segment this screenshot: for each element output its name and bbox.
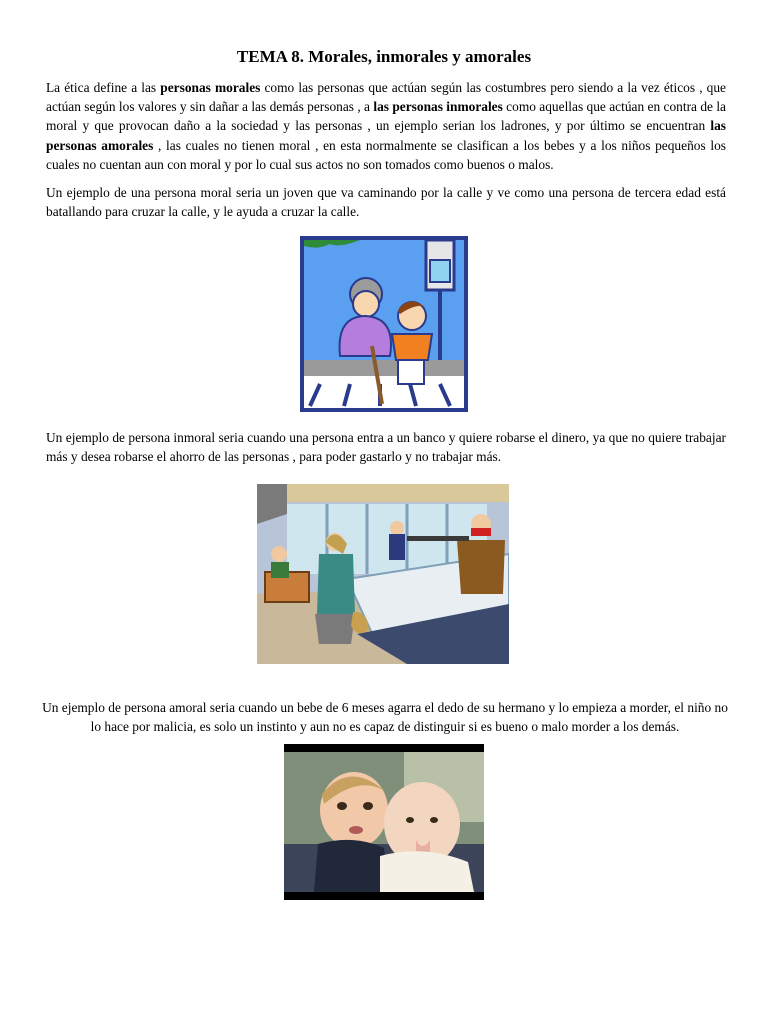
moral-example-paragraph: Un ejemplo de una persona moral seria un joven que va caminando por la calle y ve como una persona de tercera edad está batallando para cruzar la calle, y le ayuda a cruzar la calle. (46, 185, 726, 220)
intro-text-3: como aquellas que actúan en contra de la moral y que provocan daño a la sociedad y las personas , un ejemplo serian los ladrones, y por último se encuentran (46, 99, 726, 134)
pedestrian-crossing-illustration-icon (300, 236, 468, 412)
intro-text-4: , las cuales no tienen moral , en esta normalmente se clasifican a los bebes y a los niños pequeños los cuales no cuentan aun con moral y por lo cual sus actos no son tomados como buenos o malos. (46, 137, 726, 172)
bank-robbery-illustration (257, 484, 509, 664)
intro-text-1: La ética define a las (46, 80, 161, 95)
intro-text-2: como las personas que actúan según las costumbres pero siendo a la vez éticos , que actúan según los valores y sin dañar a las demás personas , a (46, 80, 726, 115)
page-title: TEMA 8. Morales, inmorales y amorales (236, 47, 532, 66)
amoral-example-paragraph: Un ejemplo de persona amoral seria cuando un bebe de 6 meses agarra el dedo de su hermano y lo empieza a morder, el niño no lo hace por malicia, es solo un instinto y aun no es capaz de distinguir si es bueno o malo morder a los demás. (42, 700, 728, 735)
term-personas-inmorales: las personas inmorales (373, 99, 503, 115)
immoral-example-paragraph: Un ejemplo de persona inmoral seria cuando una persona entra a un banco y quiere robarse el dinero, ya que no quiere trabajar más y desea robarse el ahorro de las personas , para poder gastarlo y no trabajar más. (46, 430, 726, 465)
term-personas-morales: personas morales (160, 80, 261, 95)
intro-paragraph (46, 78, 726, 174)
term-personas-amorales: las personas amorales (46, 118, 726, 153)
babies-photo (284, 744, 484, 900)
babies-photo-icon (284, 744, 484, 900)
bank-robbery-illustration-icon (257, 484, 509, 664)
crossing-illustration (300, 236, 468, 412)
